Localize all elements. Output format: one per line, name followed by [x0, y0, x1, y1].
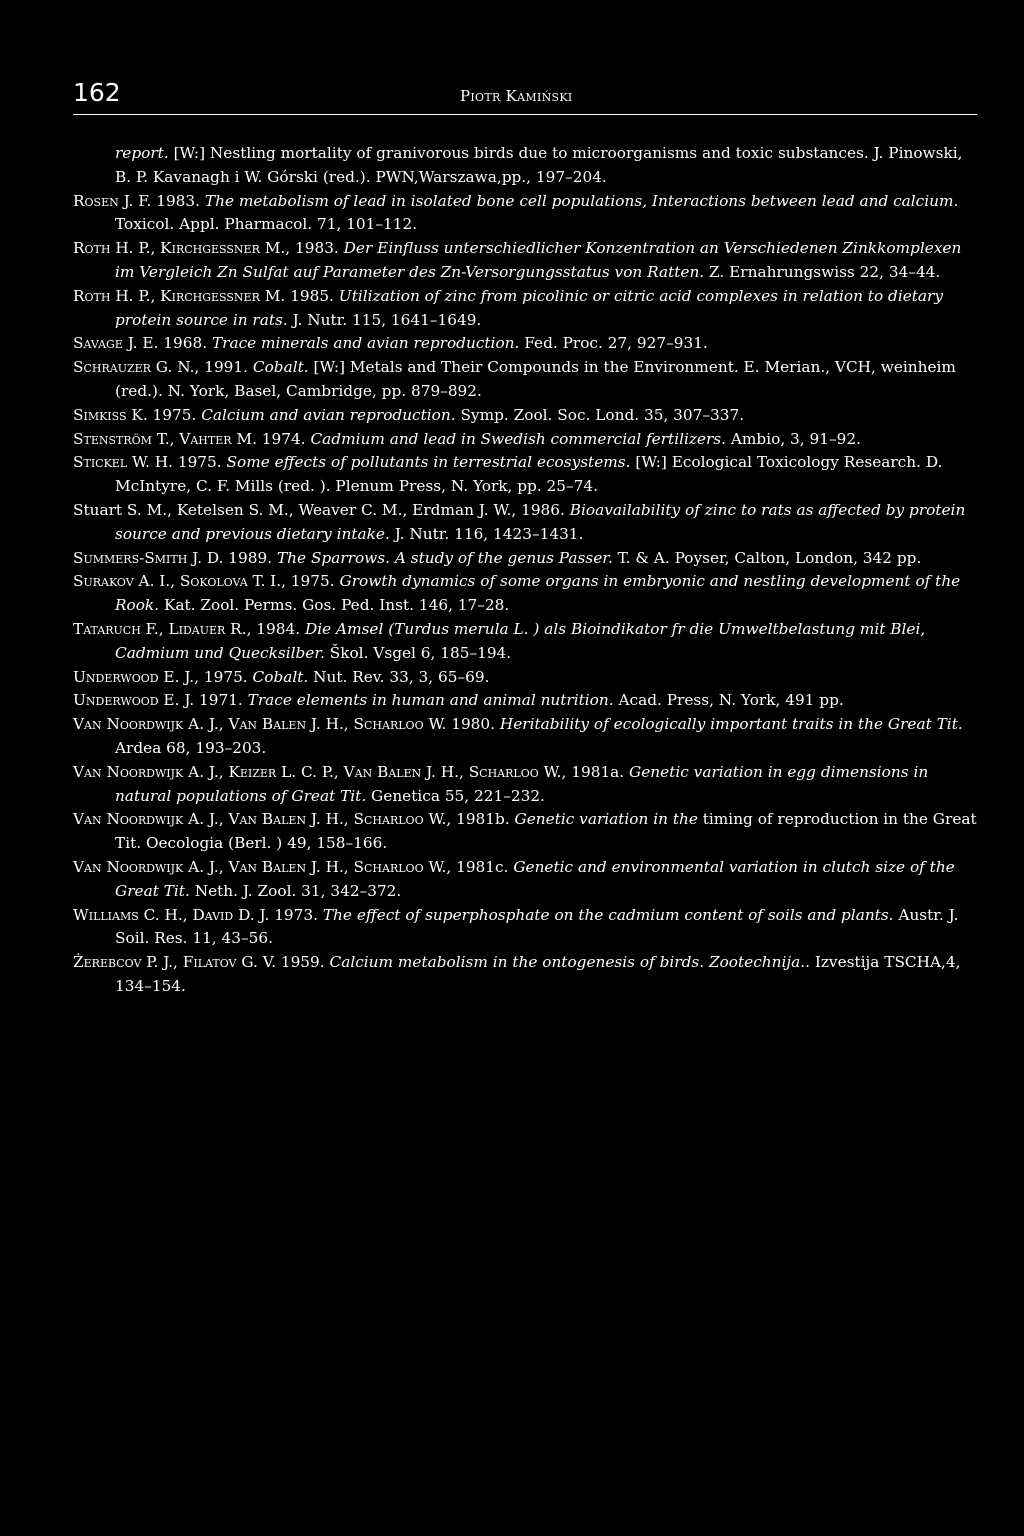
ref-title: Trace minerals and avian reproduction.	[211, 334, 520, 353]
reference-entry	[73, 856, 981, 904]
reference-entry	[73, 285, 981, 333]
page-number: 162	[73, 78, 121, 107]
ref-title: Bioavailability of zinc to rats as affected by protein source and previous dietary intake.	[115, 500, 966, 543]
ref-year: , 1975.	[194, 667, 253, 686]
ref-title: Trace elements in human and animal nutrition.	[247, 691, 614, 710]
ref-authors: Summers-Smith J. D.	[73, 548, 224, 567]
ref-authors: Savage J. E.	[73, 334, 159, 353]
ref-title: report.	[115, 144, 169, 162]
ref-authors: Underwood E. J.	[73, 691, 195, 710]
reference-entry	[73, 904, 981, 952]
reference-entry	[73, 428, 981, 452]
ref-authors: Roth H. P., Kirchgessner M.	[73, 239, 286, 258]
ref-title: Calcium metabolism in the ontogenesis of birds. Zootechnija..	[329, 953, 810, 972]
ref-title: Der Einfluss unterschiedlicher Konzentration an Verschiedenen Zinkkomplexen im Vergleich Zn Sulfat auf Parameter des Zn-Versorgungsstatus von Ratten.	[115, 239, 962, 281]
ref-title: Some effects of pollutants in terrestrial ecosystems.	[226, 453, 631, 472]
ref-year: Stuart S. M., Ketelsen S. M., Weaver C. M., Erdman J. W., 1986.	[73, 500, 570, 519]
ref-year: 1980.	[446, 715, 500, 734]
reference-entry	[73, 570, 981, 618]
ref-year: 1983.	[151, 191, 205, 210]
ref-title: Cobalt.	[252, 667, 309, 686]
reference-list	[73, 142, 981, 999]
ref-year: 1968.	[158, 334, 212, 353]
ref-authors: Stickel W. H.	[73, 453, 173, 472]
ref-source: Ambio, 3, 91–92.	[726, 429, 861, 448]
ref-title: The metabolism of lead in isolated bone cell populations, Interactions between lead and calcium.	[204, 191, 959, 210]
ref-year: , 1983.	[285, 239, 344, 258]
ref-year: , 1991.	[194, 358, 253, 377]
ref-title: Genetic variation in the	[514, 810, 698, 829]
reference-entry	[73, 404, 981, 428]
ref-source: T. & A. Poyser, Calton, London, 342 pp.	[612, 548, 922, 567]
ref-year: , 1975.	[281, 572, 340, 591]
ref-authors: Roth H. P., Kirchgessner M.	[73, 286, 286, 305]
reference-entry	[73, 451, 981, 499]
ref-authors: Simkiss K.	[73, 405, 148, 424]
reference-entry	[73, 618, 981, 666]
ref-source: Austr. J. Soil. Res. 11, 43–56.	[115, 905, 959, 948]
ref-year: 1975.	[172, 453, 227, 472]
ref-year: , 1984.	[246, 619, 305, 638]
ref-year: 1959.	[275, 953, 330, 972]
ref-authors: Williams C. H., David D. J.	[73, 905, 270, 924]
ref-source: J. Nutr. 116, 1423–1431.	[389, 524, 584, 543]
ref-source: J. Nutr. 115, 1641–1649.	[287, 310, 482, 329]
page-header	[73, 78, 977, 115]
ref-year: 1989.	[223, 548, 277, 567]
ref-year: , 1981c.	[446, 857, 514, 876]
running-head: Piotr Kamiński	[460, 87, 573, 105]
ref-source: Acad. Press, N. York, 491 pp.	[613, 691, 844, 710]
ref-title: Genetic and environmental variation in clutch size of the Great Tit.	[115, 857, 955, 900]
reference-entry	[73, 142, 981, 190]
ref-authors: Van Noordwijk A. J., Van Balen J. H., Scharloo W.	[73, 715, 447, 734]
ref-source: Fed. Proc. 27, 927–931.	[519, 334, 708, 353]
ref-title: Cobalt.	[252, 358, 309, 377]
ref-year: 1974.	[256, 429, 311, 448]
ref-title: Cadmium and lead in Swedish commercial fertilizers.	[310, 429, 727, 448]
ref-source: Kat. Zool. Perms. Gos. Ped. Inst. 146, 17–28.	[159, 596, 510, 615]
reference-entry	[73, 237, 981, 285]
ref-authors: Surakov A. I., Sokolova T. I.	[73, 572, 282, 591]
ref-source: Symp. Zool. Soc. Lond. 35, 307–337.	[455, 405, 745, 424]
ref-authors: Van Noordwijk A. J., Keizer L. C. P., Van Balen J. H., Scharloo W.	[73, 762, 562, 781]
ref-authors: Tataruch F., Lidauer R.	[73, 619, 247, 638]
ref-year: 1971.	[194, 691, 248, 710]
ref-source: Neth. J. Zool. 31, 342–372.	[189, 881, 402, 900]
ref-year: , 1981a.	[561, 762, 630, 781]
ref-source: [W:] Metals and Their Compounds in the Environment. E. Merian., VCH, weinheim (red.). N. York, Basel, Cambridge, pp. 879–892.	[115, 358, 956, 400]
ref-title: Utilization of zinc from picolinic or citric acid complexes in relation to dietary protein source in rats.	[115, 286, 943, 329]
reference-entry	[73, 547, 981, 571]
ref-source: Izvestija TSCHA,4, 134–154.	[115, 953, 961, 995]
ref-authors: Stenström T., Vahter M.	[73, 429, 257, 448]
reference-entry	[73, 689, 981, 713]
reference-entry	[73, 951, 981, 999]
reference-entry	[73, 713, 981, 761]
ref-title: Calcium and avian reproduction.	[201, 405, 456, 424]
ref-year: 1975.	[147, 405, 202, 424]
ref-authors: Van Noordwijk A. J., Van Balen J. H., Scharloo W.	[73, 810, 447, 829]
ref-title: Heritability of ecologically important traits in the Great Tit.	[499, 715, 963, 734]
ref-source: timing of reproduction in the Great Tit. Oecologia (Berl. ) 49, 158–166.	[115, 810, 977, 853]
ref-source: [W:] Ecological Toxicology Research. D. McIntyre, C. F. Mills (red. ). Plenum Press, N. York, pp. 25–74.	[115, 453, 943, 496]
reference-entry	[73, 356, 981, 404]
ref-title: Growth dynamics of some organs in embryonic and nestling development of the Rook.	[115, 572, 961, 615]
ref-title: The Sparrows. A study of the genus Passer.	[276, 548, 613, 567]
ref-source: Nut. Rev. 33, 3, 65–69.	[308, 667, 490, 686]
ref-title: Die Amsel (Turdus merula L. ) als Bioindikator fr die Umweltbelastung mit Blei, Cadmium und Quecksilber.	[115, 619, 926, 662]
ref-source: [W:] Nestling mortality of granivorous birds due to microorganisms and toxic substances. J. Pinowski, B. P. Kavanagh i W. Górski (red.). PWN,Warszawa,pp., 197–204.	[115, 144, 963, 186]
ref-title: Genetic variation in egg dimensions in natural populations of Great Tit.	[115, 762, 929, 805]
ref-source: Toxicol. Appl. Pharmacol. 71, 101–112.	[115, 215, 418, 234]
reference-entry	[73, 332, 981, 356]
reference-entry	[73, 666, 981, 690]
reference-entry	[73, 190, 981, 238]
reference-entry	[73, 808, 981, 856]
ref-authors: Schrauzer G. N.	[73, 358, 195, 377]
reference-entry	[73, 499, 981, 547]
ref-year: 1985.	[285, 286, 339, 305]
ref-source: Škol. Vsgel 6, 185–194.	[324, 643, 512, 662]
ref-authors: Rosen J. F.	[73, 191, 152, 210]
ref-year: , 1981b.	[446, 810, 515, 829]
ref-authors: Van Noordwijk A. J., Van Balen J. H., Scharloo W.	[73, 857, 447, 876]
ref-authors: Żerebcov P. J., Filatov G. V.	[73, 953, 276, 972]
reference-entry	[73, 761, 981, 809]
ref-source: Z. Ernahrungswiss 22, 34–44.	[704, 262, 941, 281]
ref-year: 1973.	[269, 905, 323, 924]
ref-authors: Underwood E. J.	[73, 667, 195, 686]
ref-source: Ardea 68, 193–203.	[115, 738, 267, 757]
ref-source: Genetica 55, 221–232.	[366, 786, 545, 805]
ref-title: The effect of superphosphate on the cadmium content of soils and plants.	[322, 905, 894, 924]
